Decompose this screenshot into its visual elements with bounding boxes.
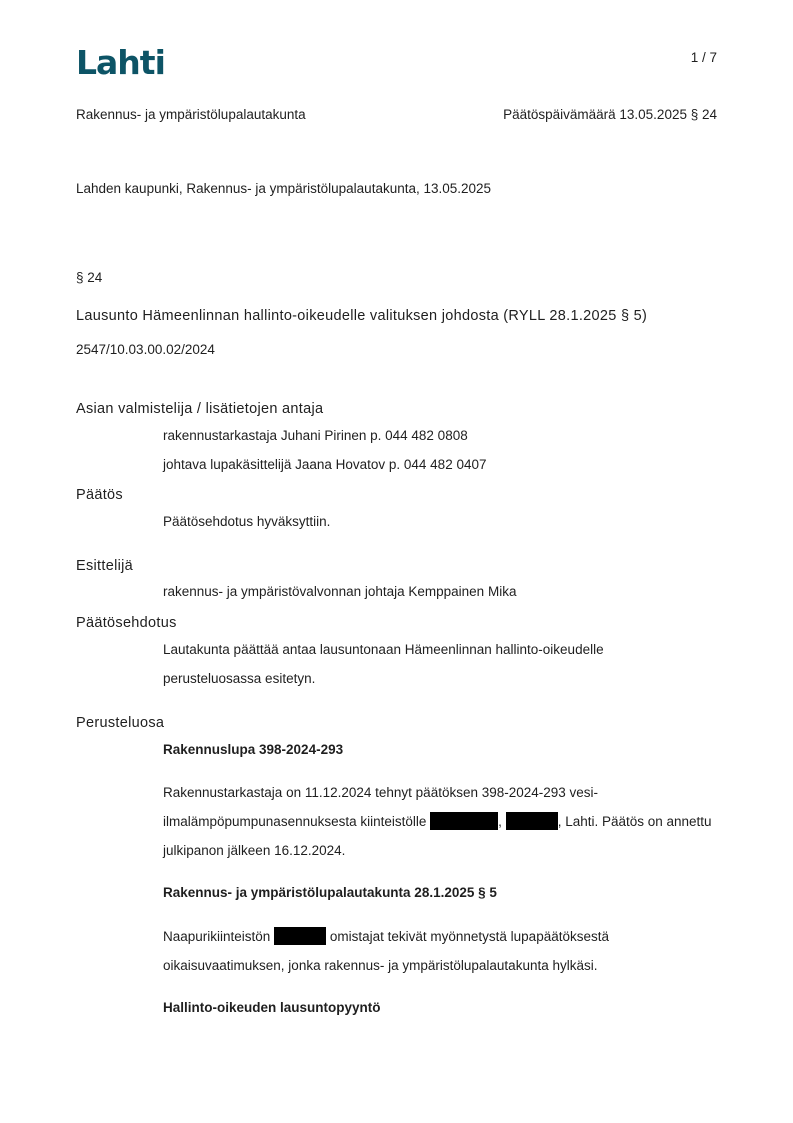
diary-number: 2547/10.03.00.02/2024	[76, 342, 215, 357]
lahti-logo: Lahti	[76, 43, 165, 82]
permit-text-end: , Lahti. Päätös on annettu julkipanon jälkeen 16.12.2024.	[163, 814, 712, 858]
presenter-heading: Esittelijä	[76, 558, 133, 574]
decision-heading: Päätös	[76, 487, 123, 503]
redacted-address	[506, 812, 558, 830]
court-request-title: Hallinto-oikeuden lausuntopyyntö	[163, 1000, 381, 1015]
building-permit-title: Rakennuslupa 398-2024-293	[163, 742, 344, 757]
grounds-heading: Perusteluosa	[76, 715, 165, 731]
board-name: Rakennus- ja ympäristölupalautakunta	[76, 107, 306, 122]
preparer-heading: Asian valmistelija / lisätietojen antaja	[76, 401, 324, 417]
preparer-line-1: rakennustarkastaja Juhani Pirinen p. 044 482 0808	[163, 428, 468, 443]
permit-text-start: Rakennustarkastaja on 11.12.2024 tehnyt päätöksen 398-2024-293 vesi-ilmalämpöpumpunasennuksesta kiinteistölle	[163, 785, 599, 829]
board-decision-text	[163, 922, 723, 980]
board-text-end: omistajat tekivät myönnetystä lupapäätöksestä oikaisuvaatimuksen, jonka rakennus- ja ympäristölupalautakunta hylkäsi.	[163, 929, 609, 973]
proposal-heading: Päätösehdotus	[76, 615, 177, 631]
proposal-text: Lautakunta päättää antaa lausuntonaan Hämeenlinnan hallinto-oikeudelle perusteluosassa esitetyn.	[163, 642, 604, 686]
page-number: 1 / 7	[690, 50, 717, 65]
redacted-property-id	[430, 812, 498, 830]
board-text-start: Naapurikiinteistön	[163, 929, 271, 944]
intro-line: Lahden kaupunki, Rakennus- ja ympäristölupalautakunta, 13.05.2025	[76, 181, 492, 196]
decision-date: Päätöspäivämäärä 13.05.2025 § 24	[503, 107, 717, 122]
document-title: Lausunto Hämeenlinnan hallinto-oikeudelle valituksen johdosta (RYLL 28.1.2025 § 5)	[76, 308, 648, 324]
building-permit-text	[163, 778, 723, 865]
separator: ,	[498, 814, 502, 829]
preparer-line-2: johtava lupakäsittelijä Jaana Hovatov p. 044 482 0407	[163, 457, 487, 472]
redacted-neighbour-property	[274, 927, 326, 945]
section-number: § 24	[76, 270, 103, 285]
presenter-text: rakennus- ja ympäristövalvonnan johtaja Kemppainen Mika	[163, 584, 517, 599]
decision-text: Päätösehdotus hyväksyttiin.	[163, 514, 331, 529]
board-decision-title: Rakennus- ja ympäristölupalautakunta 28.1.2025 § 5	[163, 885, 497, 900]
